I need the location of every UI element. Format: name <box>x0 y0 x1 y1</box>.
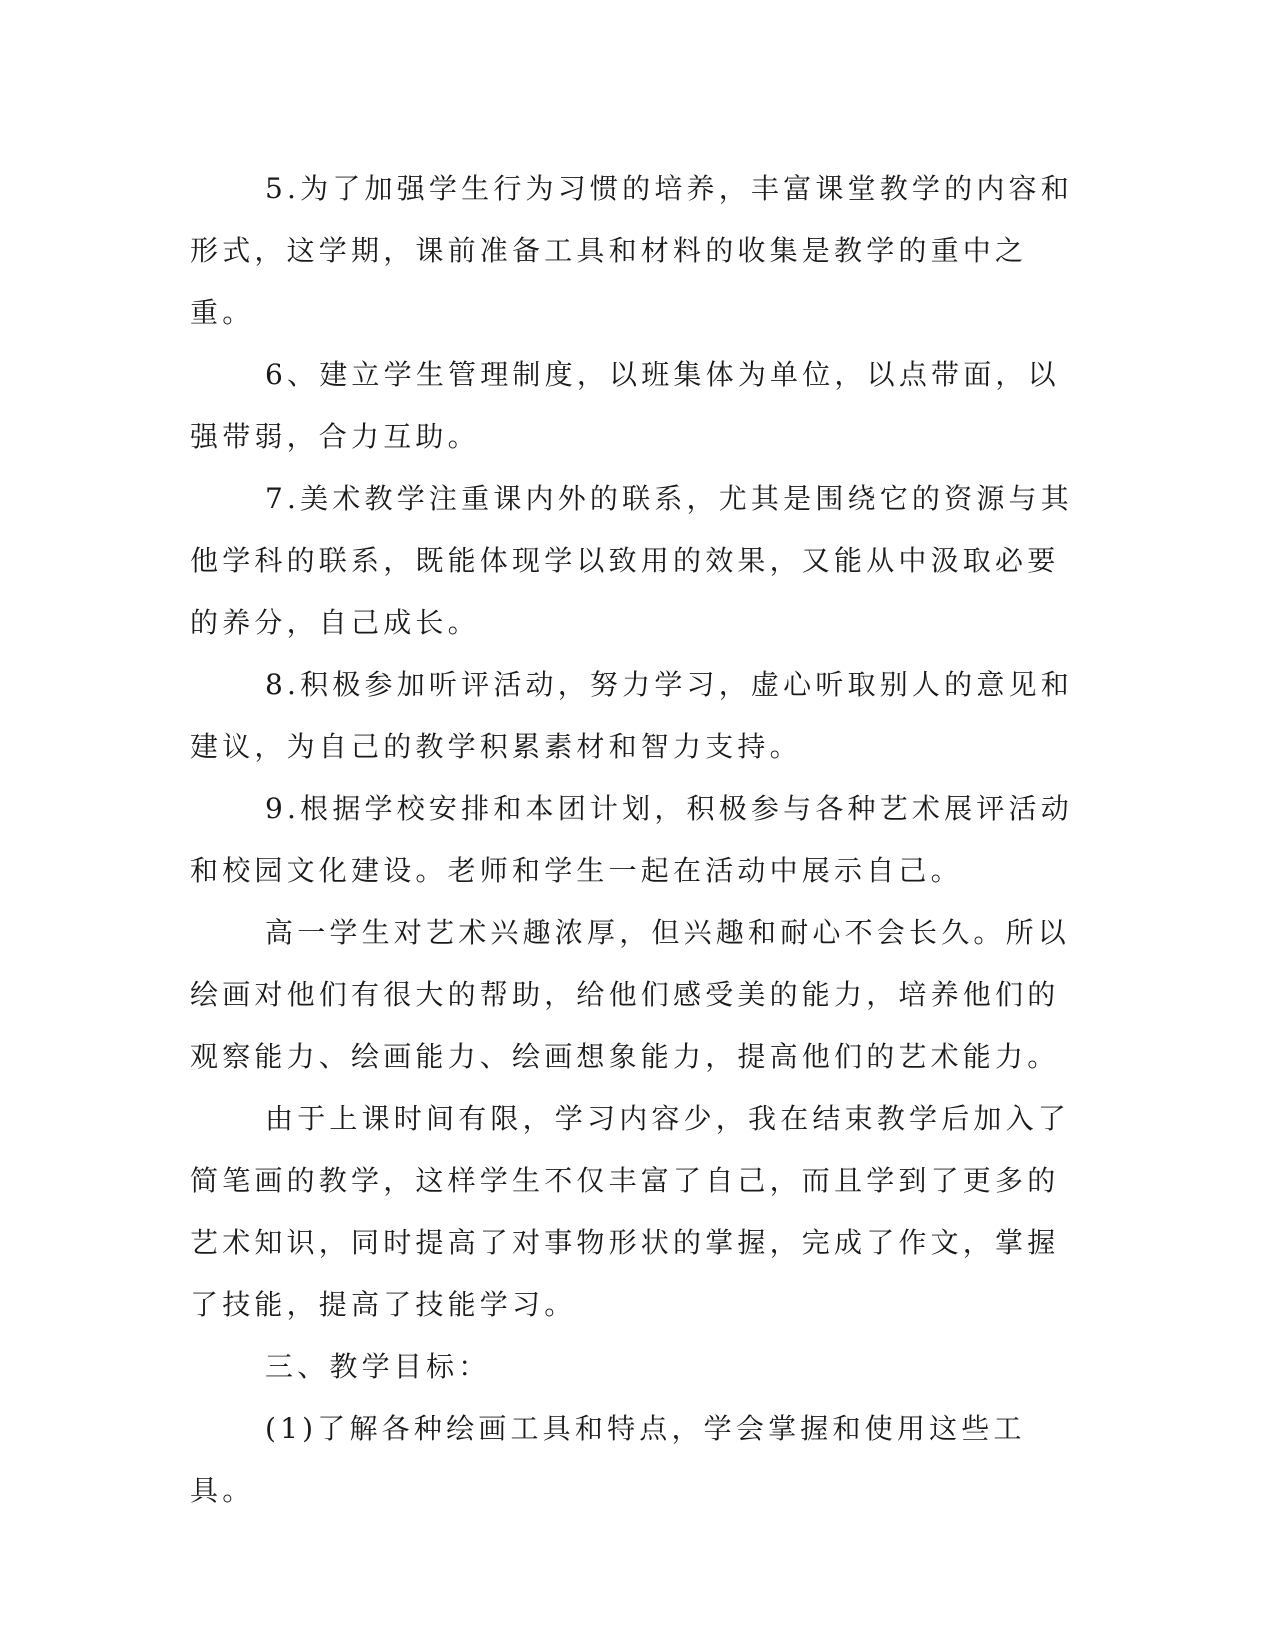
paragraph-item-6: 6、建立学生管理制度，以班集体为单位，以点带面，以强带弱，合力互助。 <box>190 358 1060 453</box>
document-body <box>190 158 1080 1522</box>
paragraph-goal-1: (1)了解各种绘画工具和特点，学会掌握和使用这些工具。 <box>190 1412 1026 1507</box>
paragraph-item-5: 5.为了加强学生行为习惯的培养，丰富课堂教学的内容和形式，这学期，课前准备工具和材料的收集是教学的重中之重。 <box>190 172 1073 329</box>
paragraph-item-9: 9.根据学校安排和本团计划，积极参与各种艺术展评活动和校园文化建设。老师和学生一起在活动中展示自己。 <box>190 792 1073 887</box>
section-heading-teaching-goals: 三、教学目标： <box>265 1350 491 1383</box>
paragraph-item-7: 7.美术教学注重课内外的联系，尤其是围绕它的资源与其他学科的联系，既能体现学以致用的效果，又能从中汲取必要的养分，自己成长。 <box>190 482 1073 639</box>
paragraph-class-time: 由于上课时间有限，学习内容少，我在结束教学后加入了简笔画的教学，这样学生不仅丰富了自己，而且学到了更多的艺术知识，同时提高了对事物形状的掌握，完成了作文，掌握了技能，提高了技能学习。 <box>190 1102 1071 1321</box>
paragraph-item-8: 8.积极参加听评活动，努力学习，虚心听取别人的意见和建议，为自己的教学积累素材和智力支持。 <box>190 668 1073 763</box>
paragraph-student-interest: 高一学生对艺术兴趣浓厚，但兴趣和耐心不会长久。所以绘画对他们有很大的帮助，给他们感受美的能力，培养他们的观察能力、绘画能力、绘画想象能力，提高他们的艺术能力。 <box>190 916 1071 1073</box>
